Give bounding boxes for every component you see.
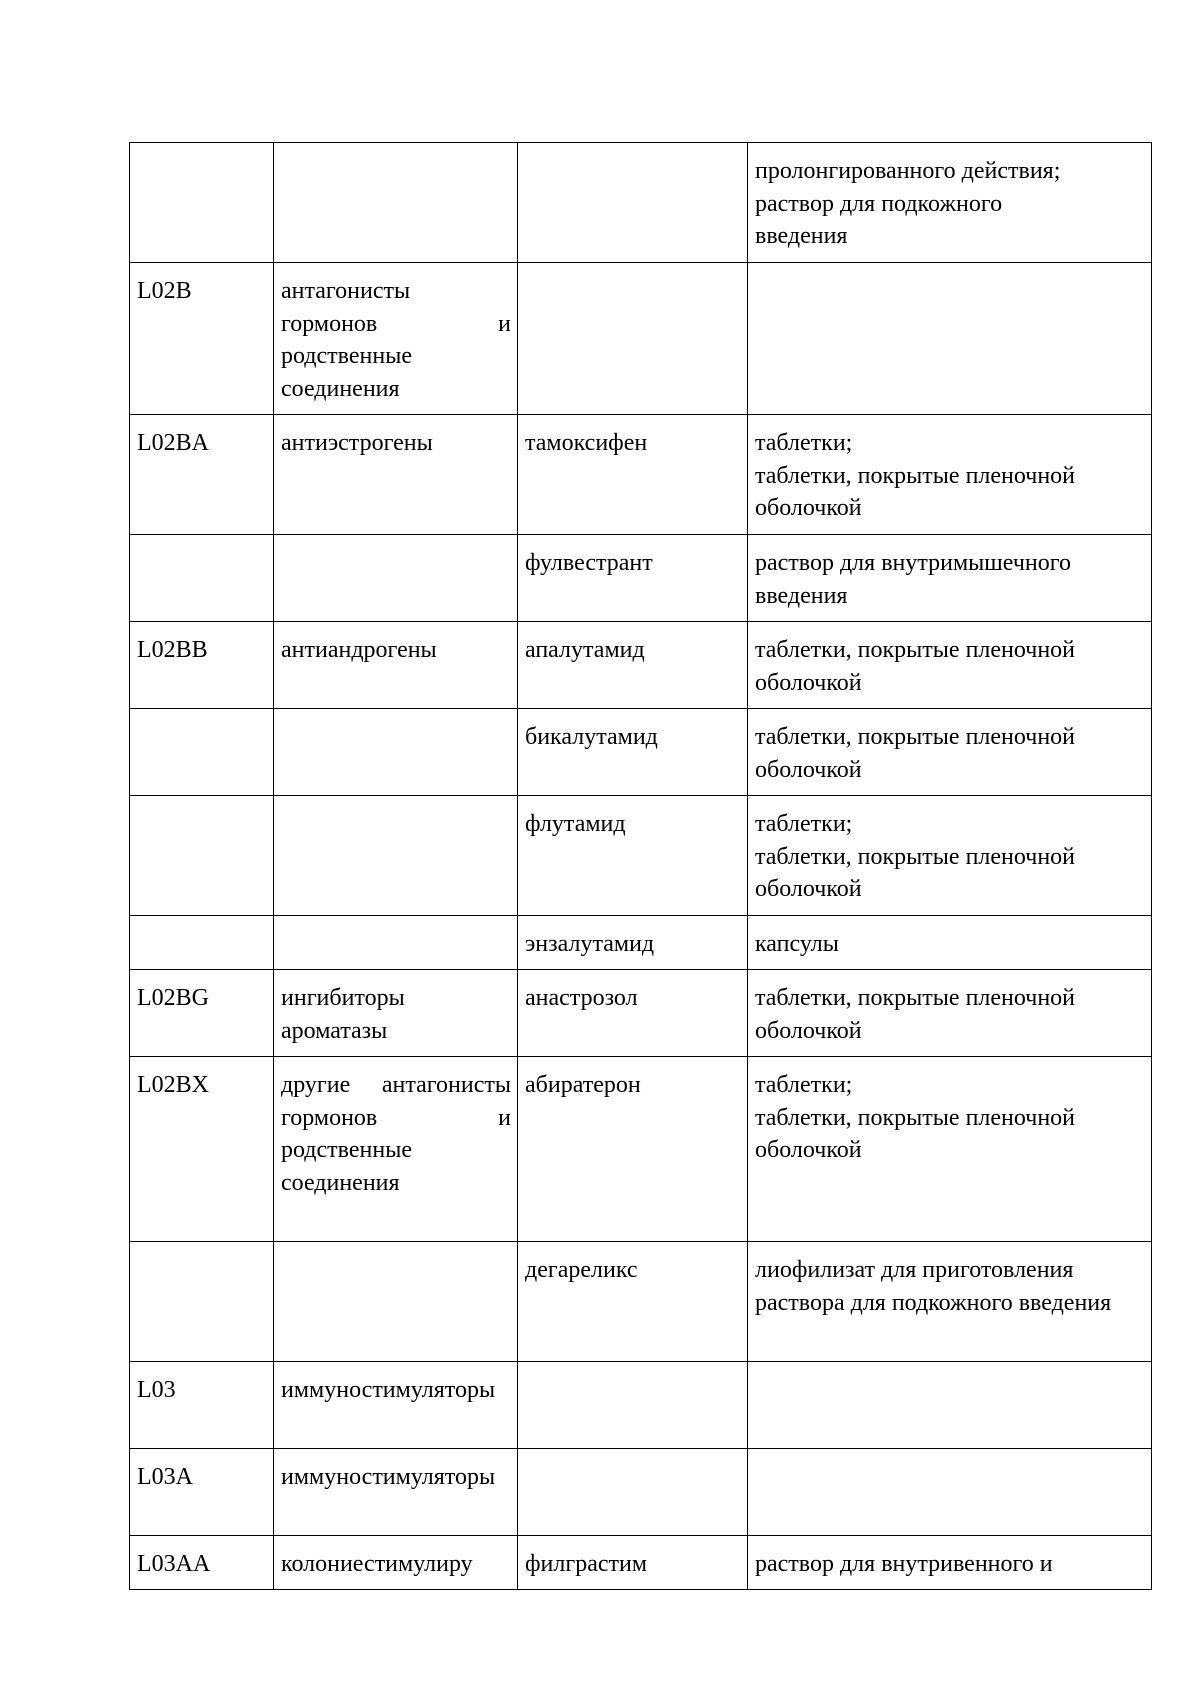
group-name-cell [274,1242,518,1362]
dosage-form-cell: лиофилизат для приготовления раствора для подкожного введения [748,1242,1152,1362]
dosage-form-cell [748,263,1152,415]
atc-code-cell: L02BG [130,970,274,1057]
table-row [130,1536,1152,1590]
drug-name-cell: филграстим [518,1536,748,1590]
group-name-cell: иммуностимуляторы [274,1362,518,1449]
group-name-cell [274,916,518,970]
group-name-cell: антагонисты гормонов и родственные соединения [274,263,518,415]
table-row [130,709,1152,796]
table-row [130,916,1152,970]
table-row [130,1057,1152,1242]
table-row [130,1242,1152,1362]
table-row [130,796,1152,916]
atc-code-cell: L02BX [130,1057,274,1242]
drug-name-cell [518,1362,748,1449]
dosage-form-cell: таблетки; таблетки, покрытые пленочной оболочкой [748,415,1152,535]
dosage-form-cell [748,1362,1152,1449]
table-row [130,622,1152,709]
dosage-form-cell: таблетки; таблетки, покрытые пленочной оболочкой [748,1057,1152,1242]
table-row [130,970,1152,1057]
drug-name-cell: апалутамид [518,622,748,709]
group-name-cell [274,796,518,916]
group-name-cell: антиандрогены [274,622,518,709]
group-name-cell [274,709,518,796]
drug-name-cell [518,143,748,263]
dosage-form-cell: таблетки, покрытые пленочной оболочкой [748,709,1152,796]
group-name-cell: ингибиторы ароматазы [274,970,518,1057]
dosage-form-cell: раствор для внутримышечного введения [748,535,1152,622]
group-name-cell [274,143,518,263]
table-row [130,415,1152,535]
atc-code-cell: L03 [130,1362,274,1449]
drug-name-cell: анастрозол [518,970,748,1057]
table-row [130,1449,1152,1536]
drug-name-cell: тамоксифен [518,415,748,535]
atc-code-cell: L03A [130,1449,274,1536]
atc-code-cell: L03AA [130,1536,274,1590]
atc-code-cell [130,709,274,796]
group-name-cell: антиэстрогены [274,415,518,535]
atc-code-cell [130,1242,274,1362]
dosage-form-cell: пролонгированного действия; раствор для подкожного введения [748,143,1152,263]
drug-classification-table [129,142,1152,1590]
atc-code-cell [130,535,274,622]
drug-name-cell: бикалутамид [518,709,748,796]
dosage-form-cell [748,1449,1152,1536]
drug-name-cell [518,1449,748,1536]
drug-name-cell [518,263,748,415]
dosage-form-cell: таблетки, покрытые пленочной оболочкой [748,970,1152,1057]
dosage-form-cell: таблетки; таблетки, покрытые пленочной оболочкой [748,796,1152,916]
dosage-form-cell: капсулы [748,916,1152,970]
atc-code-cell [130,796,274,916]
table-row [130,263,1152,415]
atc-code-cell: L02B [130,263,274,415]
group-name-cell: иммуностимуляторы [274,1449,518,1536]
drug-name-cell: фулвестрант [518,535,748,622]
atc-code-cell: L02BA [130,415,274,535]
drug-name-cell: дегареликс [518,1242,748,1362]
table-row [130,143,1152,263]
table-row [130,535,1152,622]
drug-name-cell: абиратерон [518,1057,748,1242]
atc-code-cell: L02BB [130,622,274,709]
drug-name-cell: флутамид [518,796,748,916]
atc-code-cell [130,143,274,263]
drug-name-cell: энзалутамид [518,916,748,970]
group-name-cell [274,535,518,622]
table-row [130,1362,1152,1449]
group-name-cell: колониестимулиру [274,1536,518,1590]
dosage-form-cell: раствор для внутривенного и [748,1536,1152,1590]
group-name-cell: другие антагонисты гормонов и родственные соединения [274,1057,518,1242]
atc-code-cell [130,916,274,970]
dosage-form-cell: таблетки, покрытые пленочной оболочкой [748,622,1152,709]
